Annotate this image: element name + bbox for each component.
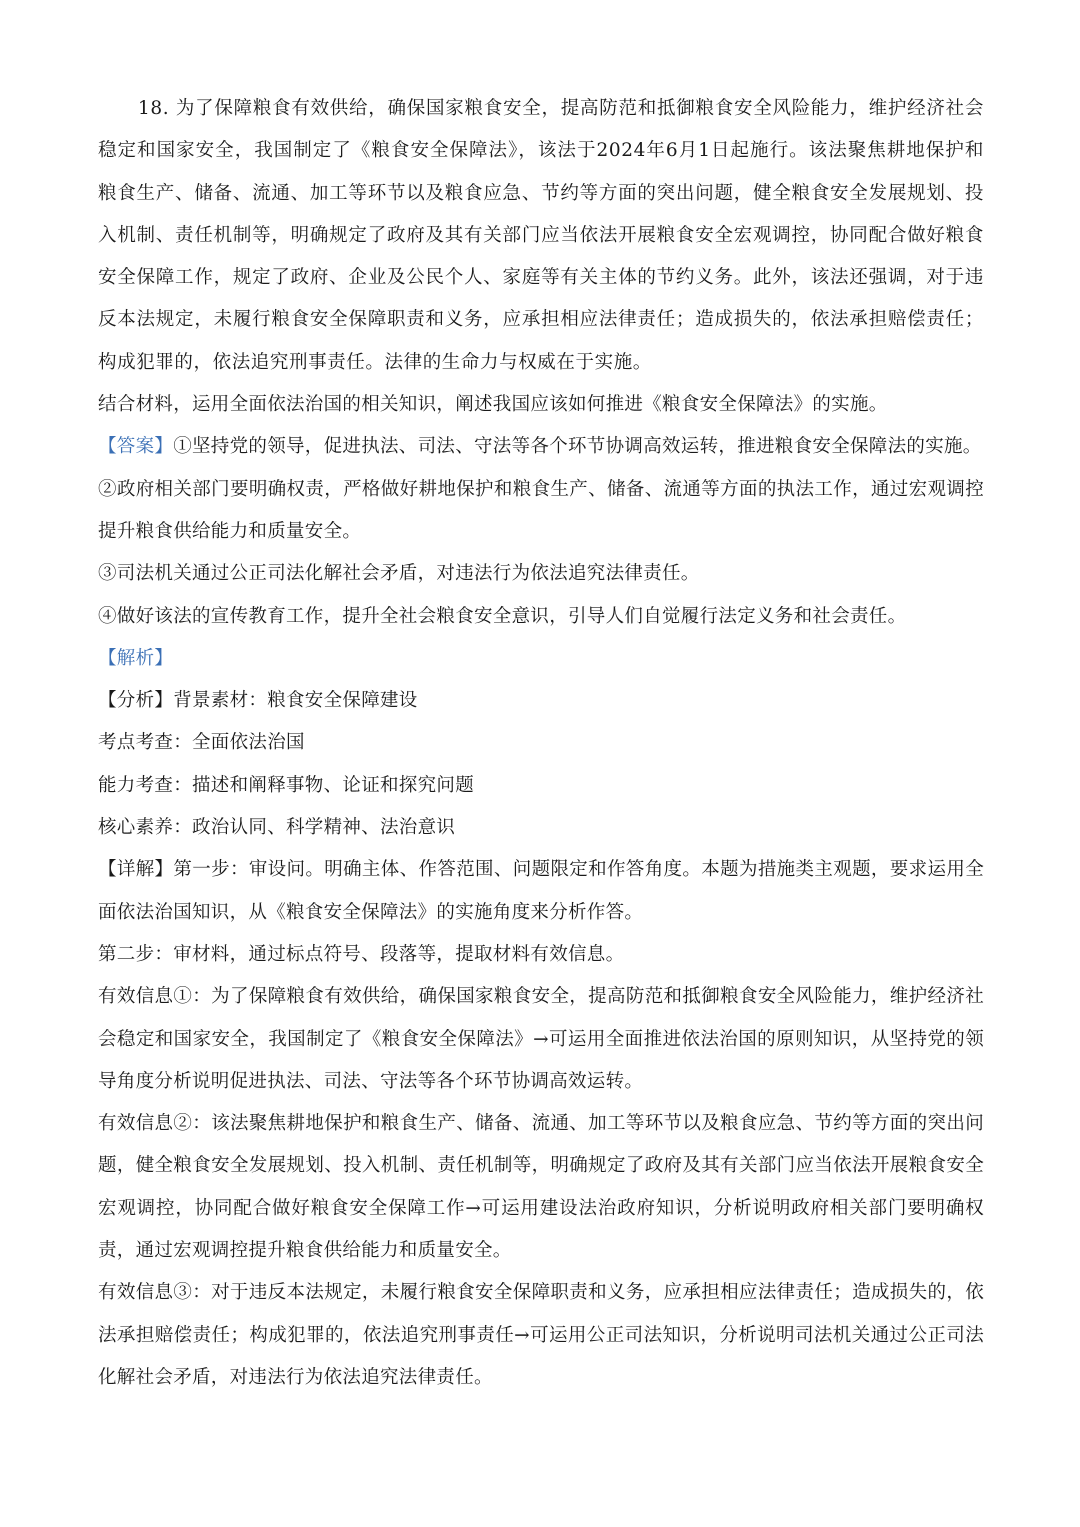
answer-point-1: ①坚持党的领导，促进执法、司法、守法等各个环节协调高效运转，推进粮食安全保障法的实施。	[173, 436, 982, 458]
analysis-nengli: 能力考查：描述和阐释事物、论证和探究问题	[98, 774, 475, 796]
document-page	[98, 88, 984, 1399]
analysis-label: 【解析】	[98, 647, 174, 669]
analysis-info-3: 有效信息③：对于违反本法规定，未履行粮食安全保障职责和义务，应承担相应法律责任；造成损失的，依法承担赔偿责任；构成犯罪的，依法追究刑事责任→可运用公正司法知识，分析说明司法机关通过公正司法化解社会矛盾，对违法行为依法追究法律责任。	[98, 1282, 984, 1388]
analysis-step-1: 【详解】第一步：审设问。明确主体、作答范围、问题限定和作答角度。本题为措施类主观题，要求运用全面依法治国知识，从《粮食安全保障法》的实施角度来分析作答。	[98, 859, 984, 923]
question-prompt: 结合材料，运用全面依法治国的相关知识，阐述我国应该如何推进《粮食安全保障法》的实施。	[98, 394, 888, 416]
answer-point-2: ②政府相关部门要明确权责，严格做好耕地保护和粮食生产、储备、流通等方面的执法工作，通过宏观调控提升粮食供给能力和质量安全。	[98, 478, 984, 542]
analysis-suyang: 核心素养：政治认同、科学精神、法治意识	[98, 817, 456, 839]
answer-paragraph-1	[98, 426, 984, 468]
analysis-kaodian: 考点考查：全面依法治国	[98, 732, 305, 754]
analysis-step-2: 第二步：审材料，通过标点符号、段落等，提取材料有效信息。	[98, 943, 625, 965]
answer-point-4: ④做好该法的宣传教育工作，提升全社会粮食安全意识，引导人们自觉履行法定义务和社会责任。	[98, 605, 907, 627]
question-text: 18. 为了保障粮食有效供给，确保国家粮食安全，提高防范和抵御粮食安全风险能力，维护经济社会稳定和国家安全，我国制定了《粮食安全保障法》，该法于2024年6月1日起施行。该法聚焦耕地保护和粮食生产、储备、流通、加工等环节以及粮食应急、节约等方面的突出问题，健全粮食安全发展规划、投入机制、责任机制等，明确规定了政府及其有关部门应当依法开展粮食安全宏观调控，协同配合做好粮食安全保障工作，规定了政府、企业及公民个人、家庭等有关主体的节约义务。此外，该法还强调，对于违反本法规定，未履行粮食安全保障职责和义务，应承担相应法律责任；造成损失的，依法承担赔偿责任；构成犯罪的，依法追究刑事责任。法律的生命力与权威在于实施。	[98, 98, 984, 373]
analysis-info-2: 有效信息②：该法聚焦耕地保护和粮食生产、储备、流通、加工等环节以及粮食应急、节约等方面的突出问题，健全粮食安全发展规划、投入机制、责任机制等，明确规定了政府及其有关部门应当依法开展粮食安全宏观调控，协同配合做好粮食安全保障工作→可运用建设法治政府知识，分析说明政府相关部门要明确权责，通过宏观调控提升粮食供给能力和质量安全。	[98, 1113, 984, 1262]
answer-label: 【答案】	[98, 436, 174, 458]
answer-point-3: ③司法机关通过公正司法化解社会矛盾，对违法行为依法追究法律责任。	[98, 563, 700, 585]
analysis-background: 【分析】背景素材：粮食安全保障建设	[98, 690, 418, 712]
analysis-info-1: 有效信息①：为了保障粮食有效供给，确保国家粮食安全，提高防范和抵御粮食安全风险能力，维护经济社会稳定和国家安全，我国制定了《粮食安全保障法》→可运用全面推进依法治国的原则知识，从坚持党的领导角度分析说明促进执法、司法、守法等各个环节协调高效运转。	[98, 986, 984, 1092]
